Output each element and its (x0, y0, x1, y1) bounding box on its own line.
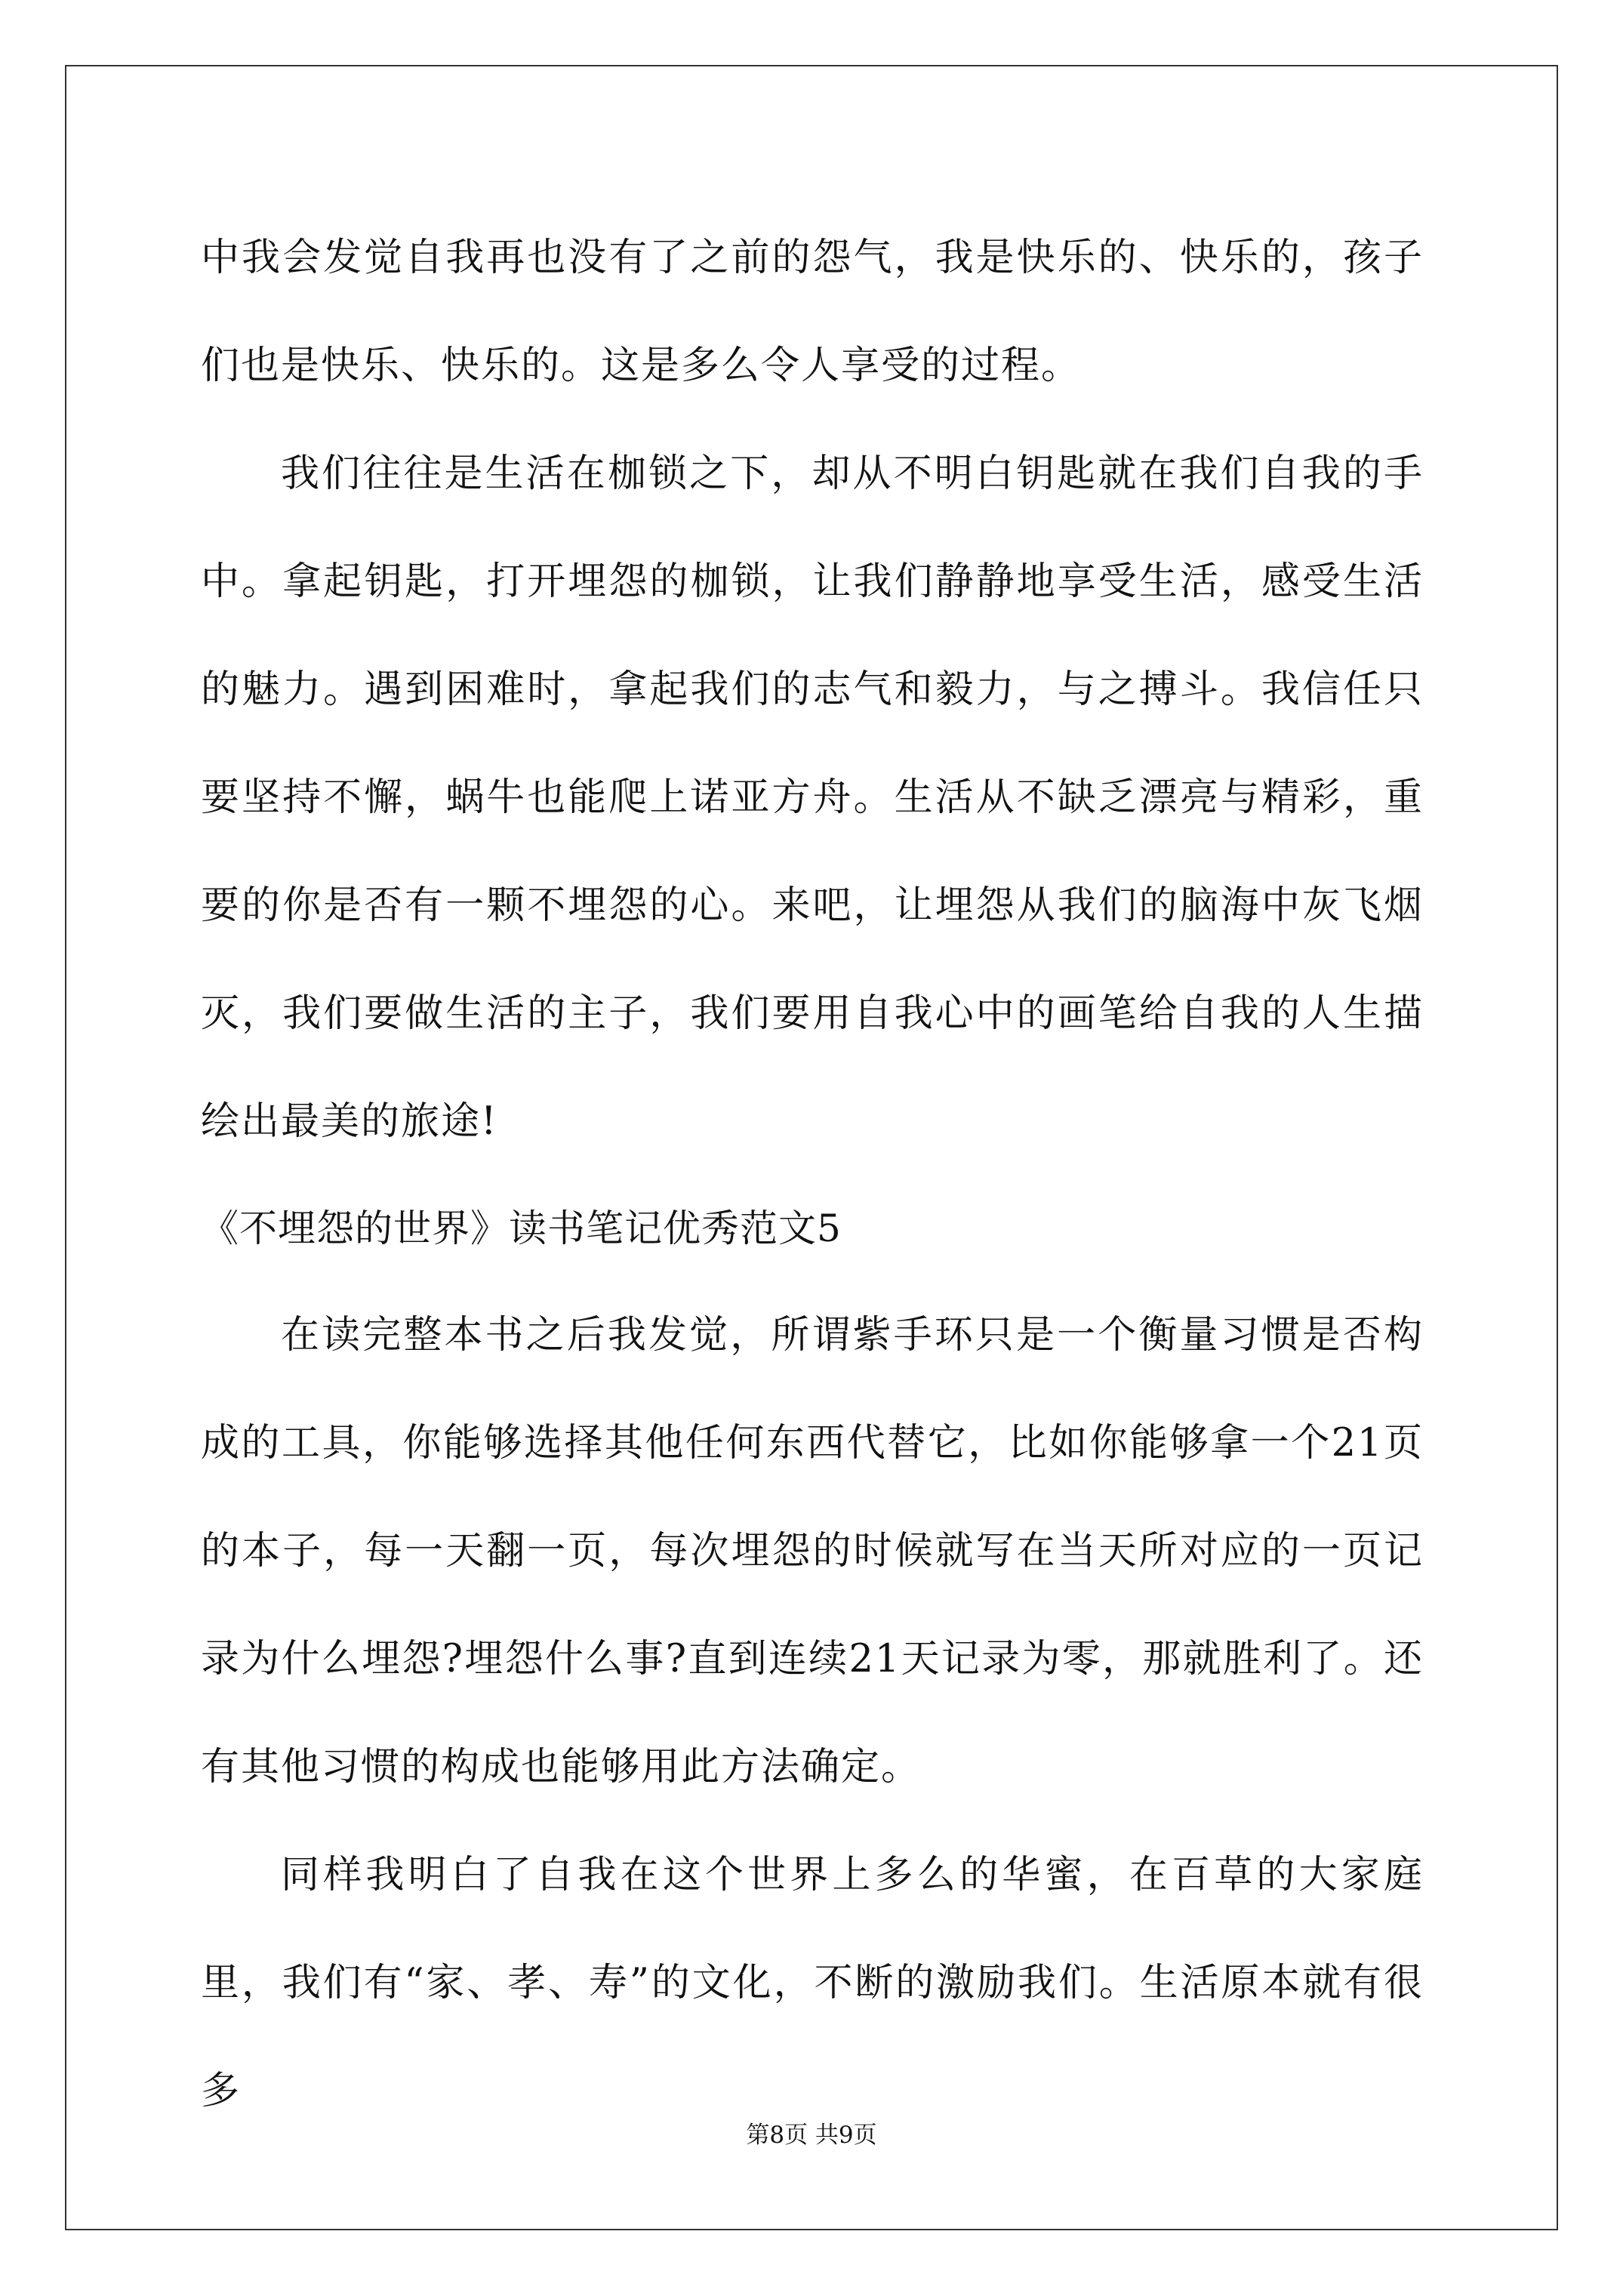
paragraph-4: 同样我明白了自我在这个世界上多么的华蜜，在百草的大家庭里，我们有“家、孝、寿”的文化，不断的激励我们。生活原本就有很多 (201, 1853, 1424, 2113)
paragraph-1: 中我会发觉自我再也没有了之前的怨气，我是快乐的、快乐的，孩子们也是快乐、快乐的。这是多么令人享受的过程。 (201, 236, 1424, 388)
section-heading: 《不埋怨的世界》读书笔记优秀范文5 (201, 1207, 842, 1250)
document-body (201, 204, 1424, 2145)
paragraph-2: 我们往往是生活在枷锁之下，却从不明白钥匙就在我们自我的手中。拿起钥匙，打开埋怨的枷锁，让我们静静地享受生活，感受生活的魅力。遇到困难时，拿起我们的志气和毅力，与之搏斗。我信任只要坚持不懈，蜗牛也能爬上诺亚方舟。生活从不缺乏漂亮与精彩，重要的你是否有一颗不埋怨的心。来吧，让埋怨从我们的脑海中灰飞烟灭，我们要做生活的主子，我们要用自我心中的画笔给自我的人生描绘出最美的旅途! (201, 451, 1424, 1144)
page-number-footer: 第8页 共9页 (746, 2122, 877, 2149)
paragraph-3: 在读完整本书之后我发觉，所谓紫手环只是一个衡量习惯是否构成的工具，你能够选择其他任何东西代替它，比如你能够拿一个21页的本子，每一天翻一页，每次埋怨的时候就写在当天所对应的一页记录为什么埋怨?埋怨什么事?直到连续21天记录为零，那就胜利了。还有其他习惯的构成也能够用此方法确定。 (201, 1313, 1424, 1789)
